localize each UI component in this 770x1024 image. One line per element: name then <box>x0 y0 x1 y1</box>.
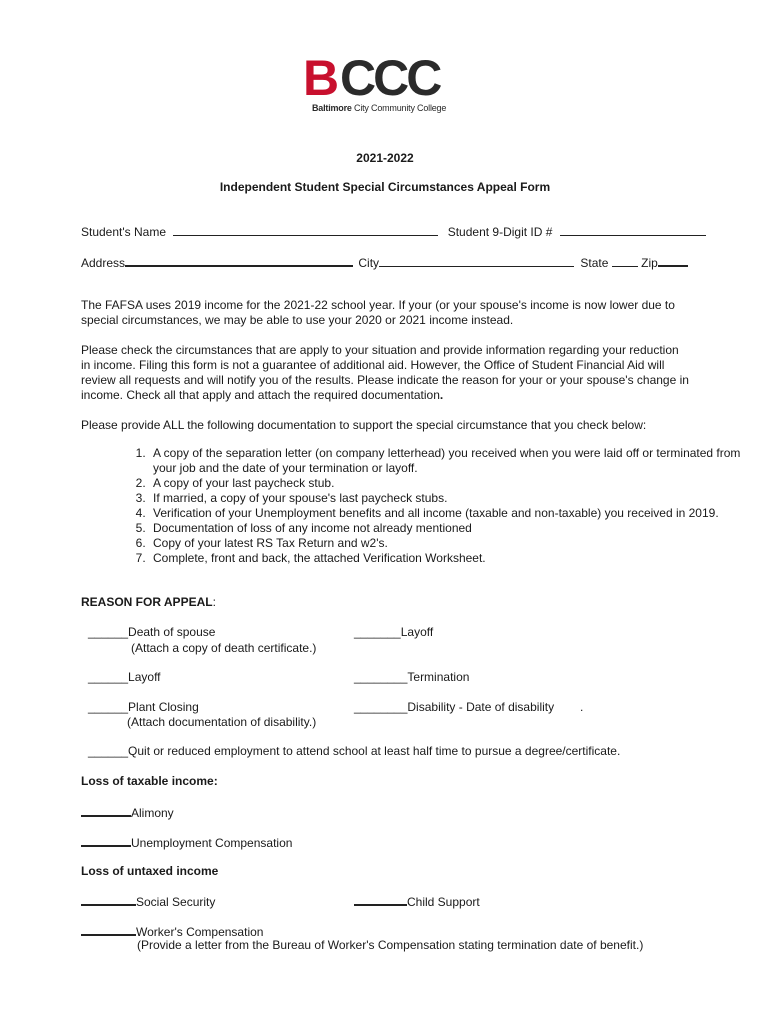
list-item: 5. Documentation of loss of any income not already mentioned <box>149 521 759 536</box>
student-name-label: Student's Name <box>81 225 167 239</box>
option-unemployment[interactable]: Unemployment Compensation <box>81 834 292 851</box>
logo-ccc: CCC <box>340 55 440 101</box>
bccc-wordmark-logo <box>303 55 463 101</box>
unemployment-blank[interactable] <box>81 834 131 847</box>
list-item: 4. Verification of your Unemployment benefits and all income (taxable and non-taxable) you received in 2019. <box>149 506 759 521</box>
list-item: 6. Copy of your latest RS Tax Return and w2's. <box>149 536 759 551</box>
list-item: 7. Complete, front and back, the attached Verification Worksheet. <box>149 551 759 566</box>
workers-note: (Provide a letter from the Bureau of Worker's Compensation stating termination date of benefit.) <box>137 938 644 952</box>
option-termination[interactable]: ________Termination <box>354 670 470 684</box>
list-item: 1. A copy of the separation letter (on company letterhead) you received when you were laid off or terminated from your job and the date of your termination or layoff. <box>149 446 759 476</box>
form-year: 2021-2022 <box>356 151 414 165</box>
documentation-intro: Please provide ALL the following documentation to support the special circumstance that you check below: <box>81 418 647 432</box>
plant-note: (Attach documentation of disability.) <box>127 715 317 729</box>
zip-label: Zip <box>641 256 658 270</box>
option-disability[interactable]: ________Disability - Date of disability <box>354 700 555 714</box>
student-id-field[interactable] <box>560 224 706 236</box>
option-social-security[interactable]: Social Security <box>81 893 215 910</box>
taxable-heading: Loss of taxable income: <box>81 774 218 788</box>
city-field[interactable] <box>379 255 574 267</box>
untaxed-heading: Loss of untaxed income <box>81 864 219 878</box>
student-id-label: Student 9-Digit ID # <box>447 225 553 239</box>
list-item: 3. If married, a copy of your spouse's last paycheck stubs. <box>149 491 759 506</box>
city-label: City <box>358 256 380 270</box>
workers-comp-blank[interactable] <box>81 923 136 936</box>
documentation-list <box>81 446 759 566</box>
state-label: State <box>580 256 609 270</box>
disability-date-end: . <box>580 700 584 714</box>
address-field[interactable] <box>125 254 353 267</box>
zip-field[interactable] <box>658 254 688 267</box>
social-security-blank[interactable] <box>81 893 136 906</box>
list-item: 2. A copy of your last paycheck stub. <box>149 476 759 491</box>
alimony-blank[interactable] <box>81 804 131 817</box>
state-field[interactable] <box>612 255 638 267</box>
college-name: Baltimore City Community College <box>312 103 447 113</box>
instructions-paragraph: Please check the circumstances that are apply to your situation and provide information regarding your reduction in income. Filing this form is not a guarantee of additional aid. However, the Office of Student Financial Aid will review all requests and will notify you of the results. Please indicate the reason for your or your spouse's change in income. Check all that apply and attach the required documentation. <box>81 343 689 402</box>
student-name-row <box>81 224 706 240</box>
option-death-of-spouse[interactable]: ______Death of spouse <box>88 625 216 639</box>
reason-heading: REASON FOR APPEAL: <box>81 595 216 609</box>
option-plant-closing[interactable]: ______Plant Closing <box>88 700 199 714</box>
option-quit[interactable]: ______Quit or reduced employment to attend school at least half time to pursue a degree/certificate. <box>88 744 621 758</box>
option-workers-comp[interactable]: Worker's Compensation <box>81 923 263 940</box>
address-row <box>81 254 688 271</box>
option-layoff-right[interactable]: _______Layoff <box>354 625 434 639</box>
option-child-support[interactable]: Child Support <box>354 893 480 910</box>
address-label: Address <box>81 256 126 270</box>
option-alimony[interactable]: Alimony <box>81 804 174 821</box>
form-title: Independent Student Special Circumstances Appeal Form <box>219 180 551 194</box>
bccc-logo <box>303 55 463 113</box>
logo-b: B <box>303 55 337 101</box>
child-support-blank[interactable] <box>354 893 407 906</box>
fafsa-paragraph: The FAFSA uses 2019 income for the 2021-22 school year. If your (or your spouse's income is now lower due to special circumstances, we may be able to use your 2020 or 2021 income instead. <box>81 298 675 327</box>
option-layoff-left[interactable]: ______Layoff <box>88 670 161 684</box>
death-note: (Attach a copy of death certificate.) <box>131 641 317 655</box>
student-name-field[interactable] <box>173 224 438 236</box>
